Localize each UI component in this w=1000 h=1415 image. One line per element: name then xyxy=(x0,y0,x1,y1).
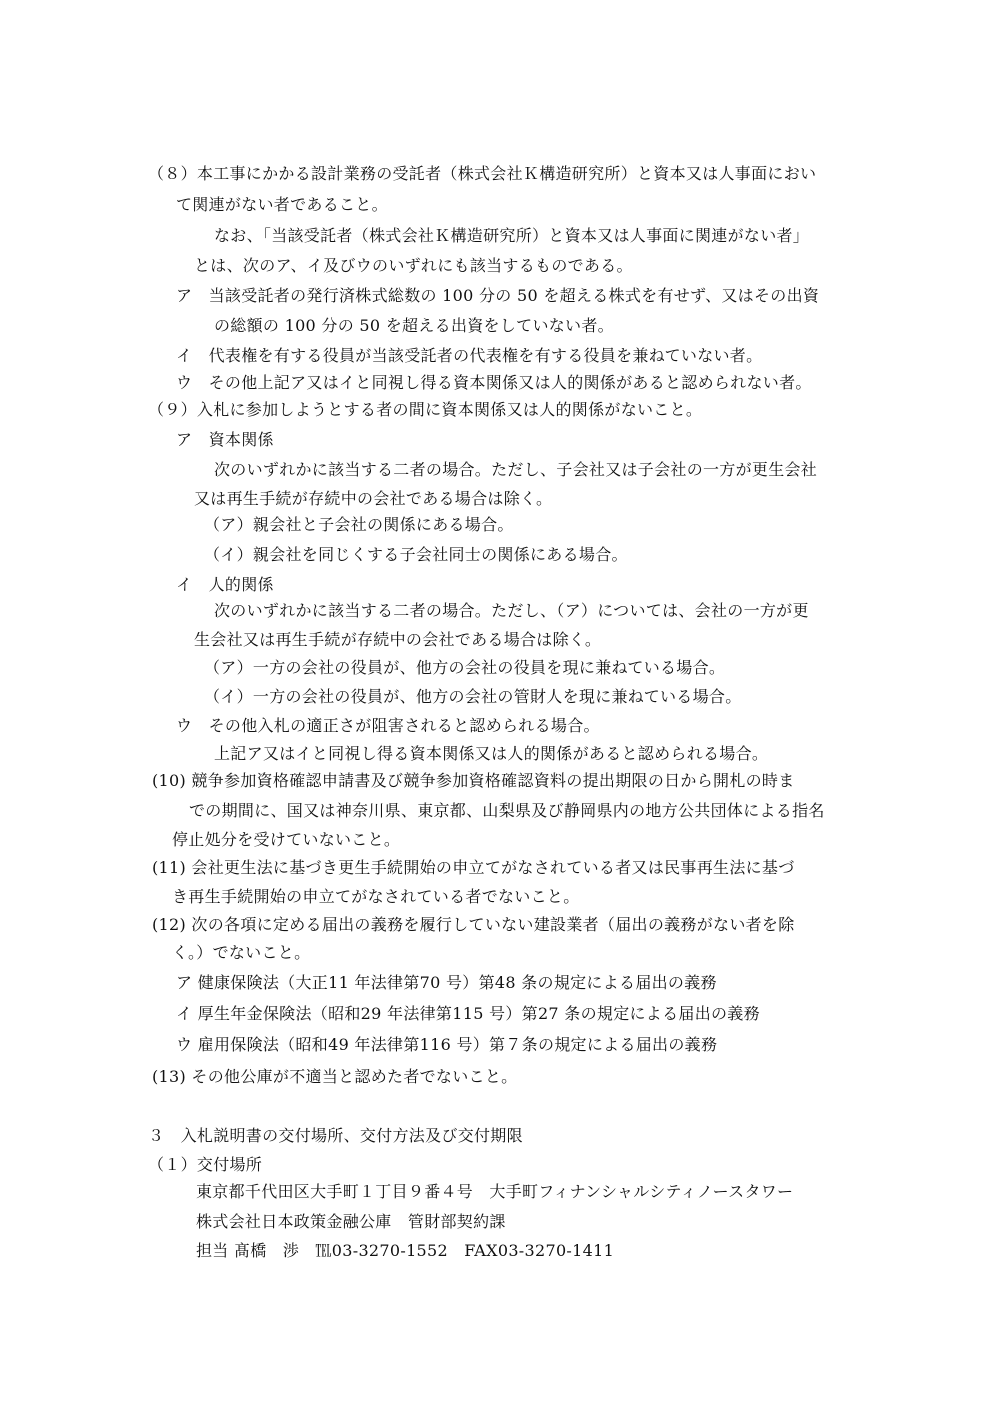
item12-u: ウ 雇用保険法（昭和49 年法律第116 号）第７条の規定による届出の義務 xyxy=(176,1035,718,1054)
item8-line2: て関連がない者であること。 xyxy=(176,195,388,214)
item9-i-line1: 次のいずれかに該当する二者の場合。ただし、（ア）については、会社の一方が更 xyxy=(214,601,809,620)
item8-note-line2: とは、次のア、イ及びウのいずれにも該当するものである。 xyxy=(194,256,633,275)
item9-i-line2: 生会社又は再生手続が存続中の会社である場合は除く。 xyxy=(194,630,602,649)
item12-line1: (12) 次の各項に定める届出の義務を履行していない建設業者（届出の義務がない者を除 xyxy=(152,915,795,934)
item9-a-1: （ア）親会社と子会社の関係にある場合。 xyxy=(204,515,514,534)
item9-u: ウ その他入札の適正さが阻害されると認められる場合。 xyxy=(176,716,600,735)
item11-line2: き再生手続開始の申立てがなされている者でないこと。 xyxy=(172,887,580,906)
item12-a: ア 健康保険法（大正11 年法律第70 号）第48 条の規定による届出の義務 xyxy=(176,973,717,992)
item12-line2: く。）でないこと。 xyxy=(172,943,311,962)
item9-u-line1: 上記ア又はイと同視し得る資本関係又は人的関係があると認められる場合。 xyxy=(214,744,769,763)
address: 東京都千代田区大手町１丁目９番４号 大手町フィナンシャルシティノースタワー xyxy=(196,1182,794,1201)
item10-line3: 停止処分を受けていないこと。 xyxy=(172,830,401,849)
item9-i-2: （イ）一方の会社の役員が、他方の会社の管財人を現に兼ねている場合。 xyxy=(204,687,742,706)
item9-a-line2: 又は再生手続が存続中の会社である場合は除く。 xyxy=(194,489,553,508)
item8-line1: （８）本工事にかかる設計業務の受託者（株式会社Ｋ構造研究所）と資本又は人事面におい xyxy=(148,164,817,183)
item8-u: ウ その他上記ア又はイと同視し得る資本関係又は人的関係があると認められない者。 xyxy=(176,373,812,392)
item8-a-line1: ア 当該受託者の発行済株式総数の 100 分の 50 を超える株式を有せず、又はその出資 xyxy=(176,286,820,305)
item10-line2: での期間に、国又は神奈川県、東京都、山梨県及び静岡県内の地方公共団体による指名 xyxy=(189,801,825,820)
contact: 担当 髙橋 渉 ℡03-3270-1552 FAX03-3270-1411 xyxy=(196,1241,615,1260)
item12-i: イ 厚生年金保険法（昭和29 年法律第115 号）第27 条の規定による届出の義務 xyxy=(176,1004,760,1023)
item10-line1: (10) 競争参加資格確認申請書及び競争参加資格確認資料の提出期限の日から開札の時ま xyxy=(152,771,795,790)
item8-note-line1: なお、「当該受託者（株式会社Ｋ構造研究所）と資本又は人事面に関連がない者」 xyxy=(214,226,810,245)
item9-i-1: （ア）一方の会社の役員が、他方の会社の役員を現に兼ねている場合。 xyxy=(204,658,726,677)
item13: (13) その他公庫が不適当と認めた者でないこと。 xyxy=(152,1067,518,1086)
item9: （９）入札に参加しようとする者の間に資本関係又は人的関係がないこと。 xyxy=(148,400,703,419)
section3-heading: ３ 入札説明書の交付場所、交付方法及び交付期限 xyxy=(148,1126,523,1145)
item8-i: イ 代表権を有する役員が当該受託者の代表権を有する役員を兼ねていない者。 xyxy=(176,346,763,365)
organization: 株式会社日本政策金融公庫 管財部契約課 xyxy=(196,1212,506,1231)
item9-a-2: （イ）親会社を同じくする子会社同士の関係にある場合。 xyxy=(204,545,628,564)
item9-a: ア 資本関係 xyxy=(176,430,274,449)
item9-i: イ 人的関係 xyxy=(176,575,274,594)
section3-item1: （１）交付場所 xyxy=(148,1155,263,1174)
item8-a-line2: の総額の 100 分の 50 を超える出資をしていない者。 xyxy=(214,316,614,335)
item9-a-line1: 次のいずれかに該当する二者の場合。ただし、子会社又は子会社の一方が更生会社 xyxy=(214,460,818,479)
item11-line1: (11) 会社更生法に基づき更生手続開始の申立てがなされている者又は民事再生法に基づ xyxy=(152,858,795,877)
